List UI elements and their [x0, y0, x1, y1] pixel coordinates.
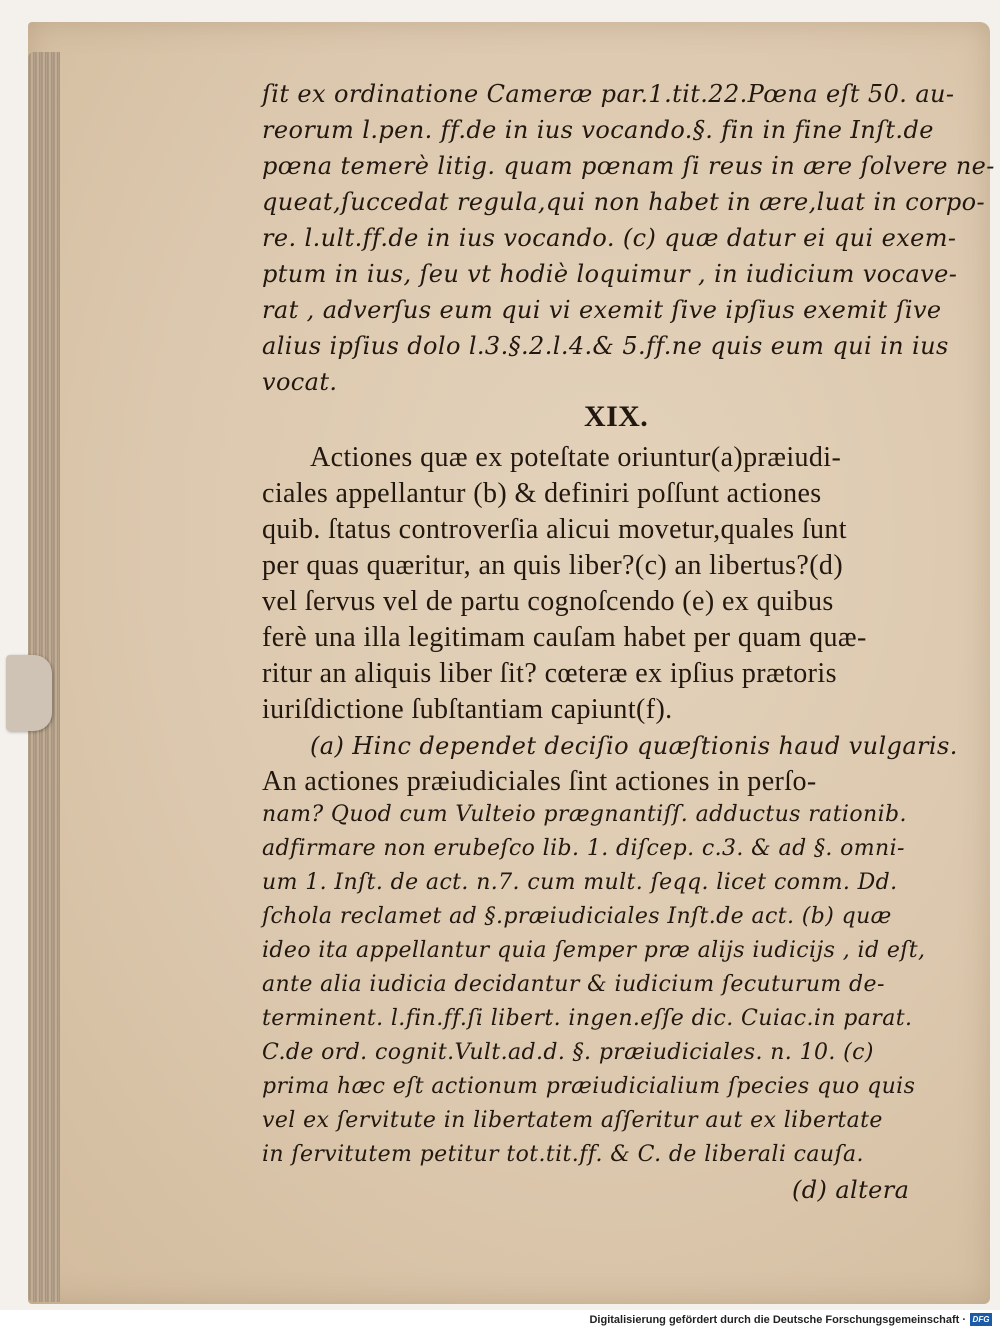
text-line: ciales appellantur (b) & definiri poſſunt actiones	[262, 478, 822, 509]
text-line: reorum l.pen. ff.de in ius vocando.§. fin in fine Inſt.de	[262, 116, 934, 144]
text-line: vel ſervus vel de partu cognoſcendo (e) ex quibus	[262, 586, 834, 617]
text-line: C.de ord. cognit.Vult.ad.d. §. præiudiciales. n. 10. (c)	[262, 1040, 874, 1065]
text-line: ideo ita appellantur quia ſemper præ alijs iudicijs , id eſt,	[262, 938, 926, 963]
text-line: queat,ſuccedat regula,qui non habet in ære,luat in corpo-	[262, 188, 985, 216]
text-line: nam? Quod cum Vulteio prægnantiſſ. adductus rationib.	[262, 802, 907, 827]
footer-credit	[589, 1313, 992, 1326]
catchword: (d) altera	[792, 1176, 910, 1204]
text-line: alius ipſius dolo l.3.§.2.l.4.& 5.ff.ne quis eum qui in ius	[262, 332, 949, 360]
text-line: vocat.	[262, 368, 338, 396]
text-line: per quas quæritur, an quis liber?(c) an libertus?(d)	[262, 550, 844, 581]
footer-text: Digitalisierung gefördert durch die Deutsche Forschungsgemeinschaft ·	[589, 1313, 966, 1326]
section-heading: XIX.	[584, 400, 649, 433]
text-line: adfirmare non erubeſco lib. 1. diſcep. c.3. & ad §. omni-	[262, 836, 905, 861]
text-line: rat , adverſus eum qui vi exemit ſive ipſius exemit ſive	[262, 296, 942, 324]
text-line: quib. ſtatus controverſia alicui movetur,quales ſunt	[262, 514, 847, 545]
text-line: vel ex ſervitute in libertatem aſſeritur aut ex libertate	[262, 1108, 883, 1133]
text-line: (a) Hinc dependet deciſio quæſtionis haud vulgaris.	[310, 732, 958, 760]
text-line: pœna temerè litig. quam pœnam ſi reus in ære ſolvere ne-	[262, 152, 995, 180]
text-line: in ſervitutem petitur tot.tit.ff. & C. de liberali cauſa.	[262, 1142, 864, 1167]
text-line: ſchola reclamet ad §.præiudiciales Inſt.de act. (b) quæ	[262, 904, 892, 929]
page-clip	[6, 655, 52, 731]
text-line: re. l.ult.ff.de in ius vocando. (c) quæ datur ei qui exem-	[262, 224, 957, 252]
text-line: Actiones quæ ex poteſtate oriuntur(a)præiudi-	[310, 442, 842, 473]
text-line: iuriſdictione ſubſtantiam capiunt(f).	[262, 694, 673, 725]
text-line: ritur an aliquis liber ſit? cœteræ ex ipſius prætoris	[262, 658, 837, 689]
text-line: ſit ex ordinatione Cameræ par.1.tit.22.Pœna eſt 50. au-	[262, 80, 955, 108]
text-line: An actiones præiudiciales ſint actiones in perſo-	[262, 766, 817, 797]
text-line: um 1. Inſt. de act. n.7. cum mult. ſeqq. licet comm. Dd.	[262, 870, 898, 895]
text-line: prima hæc eſt actionum præiudicialium ſpecies quo quis	[262, 1074, 916, 1099]
text-line: ptum in ius, ſeu vt hodiè loquimur , in iudicium vocave-	[262, 260, 958, 288]
text-line: ante alia iudicia decidantur & iudicium ſecuturum de-	[262, 972, 885, 997]
text-line: ferè una illa legitimam cauſam habet per quam quæ-	[262, 622, 867, 653]
dfg-logo-icon: DFG	[970, 1313, 992, 1326]
text-line: terminent. l.fin.ff.ſi libert. ingen.eſſe dic. Cuiac.in parat.	[262, 1006, 913, 1031]
